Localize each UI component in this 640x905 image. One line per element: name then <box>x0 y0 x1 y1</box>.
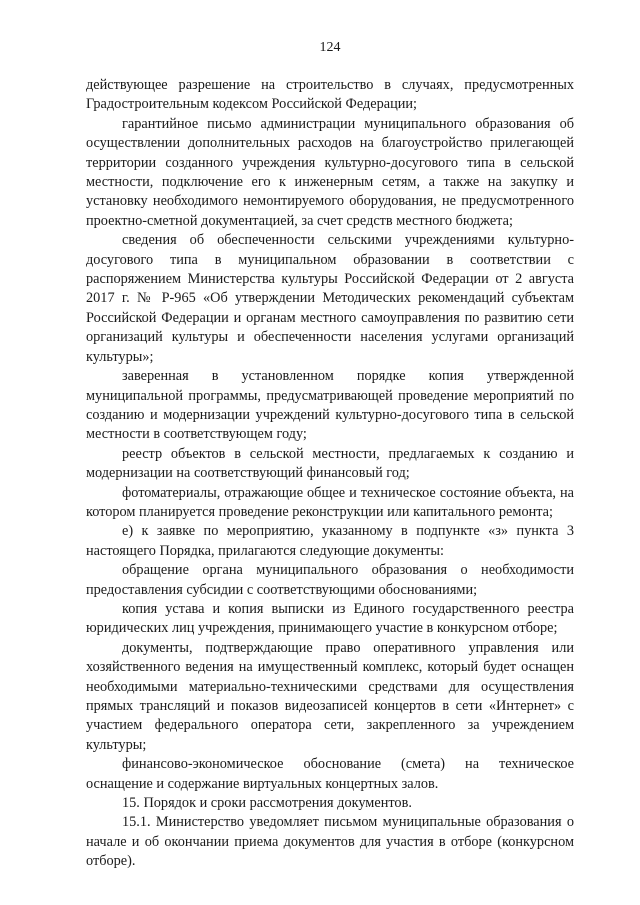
paragraph-continuation: действующее разрешение на строительство в случаях, предусмотренных Градостроительным кодексом Российской Федерации; <box>86 77 574 113</box>
paragraph-provision-info: сведения об обеспеченности сельскими учреждениями культурно-досугового типа в муниципальном образовании в соответствии с распоряжением Министерства культуры Российской Федерации от 2 августа 2017 г. № Р-965 «Об утверждении Методических рекомендаций субъектам Российской Федерации и органам местного самоуправления по развитию сети организаций культуры и обеспеченности населения услугами организаций культуры»; <box>86 232 574 365</box>
paragraph-objects-registry: реестр объектов в сельской местности, предлагаемых к созданию и модернизации на соответствующий финансовый год; <box>86 445 574 482</box>
page-number: 124 <box>319 40 341 55</box>
section-heading-15: 15. Порядок и сроки рассмотрения документов. <box>122 795 412 812</box>
paragraph-appeal: обращение органа муниципального образования о необходимости предоставления субсидии с соответствующими обоснованиями; <box>86 562 574 598</box>
paragraph-charter-copy: копия устава и копия выписки из Единого государственного реестра юридических лиц учреждения, принимающего участие в конкурсном отборе; <box>86 600 574 637</box>
paragraph-photo-materials: фотоматериалы, отражающие общее и техническое состояние объекта, на котором планируется проведение реконструкции или капитального ремонта; <box>86 484 574 520</box>
paragraph-program-copy: заверенная в установленном порядке копия утвержденной муниципальной программы, предусматривающей проведение мероприятий по созданию и модернизации учреждений культурно-досугового типа в сельской местности в соответствующем году; <box>86 368 574 443</box>
paragraph-15-1: 15.1. Министерство уведомляет письмом муниципальные образования о начале и об окончании приема документов для участия в отборе (конкурсном отборе). <box>86 814 574 870</box>
paragraph-management-rights: документы, подтверждающие право оперативного управления или хозяйственного ведения на имущественный комплекс, который будет оснащен необходимыми материально-техническими средствами для осуществления прямых трансляций и показов видеозаписей концертов в сети «Интернет» с участием федерального оператора сети, закрепленного за учреждением культуры; <box>86 639 574 753</box>
paragraph-financial-justification: финансово-экономическое обоснование (смета) на техническое оснащение и содержание виртуальных концертных залов. <box>86 756 574 792</box>
paragraph-guarantee-letter: гарантийное письмо администрации муниципального образования об осуществлении дополнительных расходов на благоустройство прилегающей территории созданного учреждения культурно-досугового типа в сельской местности, подключение его к инженерным сетям, а также на закупку и установку необходимого немонтируемого оборудования, не предусмотренного проектно-сметной документацией, за счет средств местного бюджета; <box>86 115 574 229</box>
paragraph-subitem-e: е) к заявке по мероприятию, указанному в подпункте «з» пункта 3 настоящего Порядка, прилагаются следующие документы: <box>86 523 574 559</box>
document-body <box>86 76 574 872</box>
